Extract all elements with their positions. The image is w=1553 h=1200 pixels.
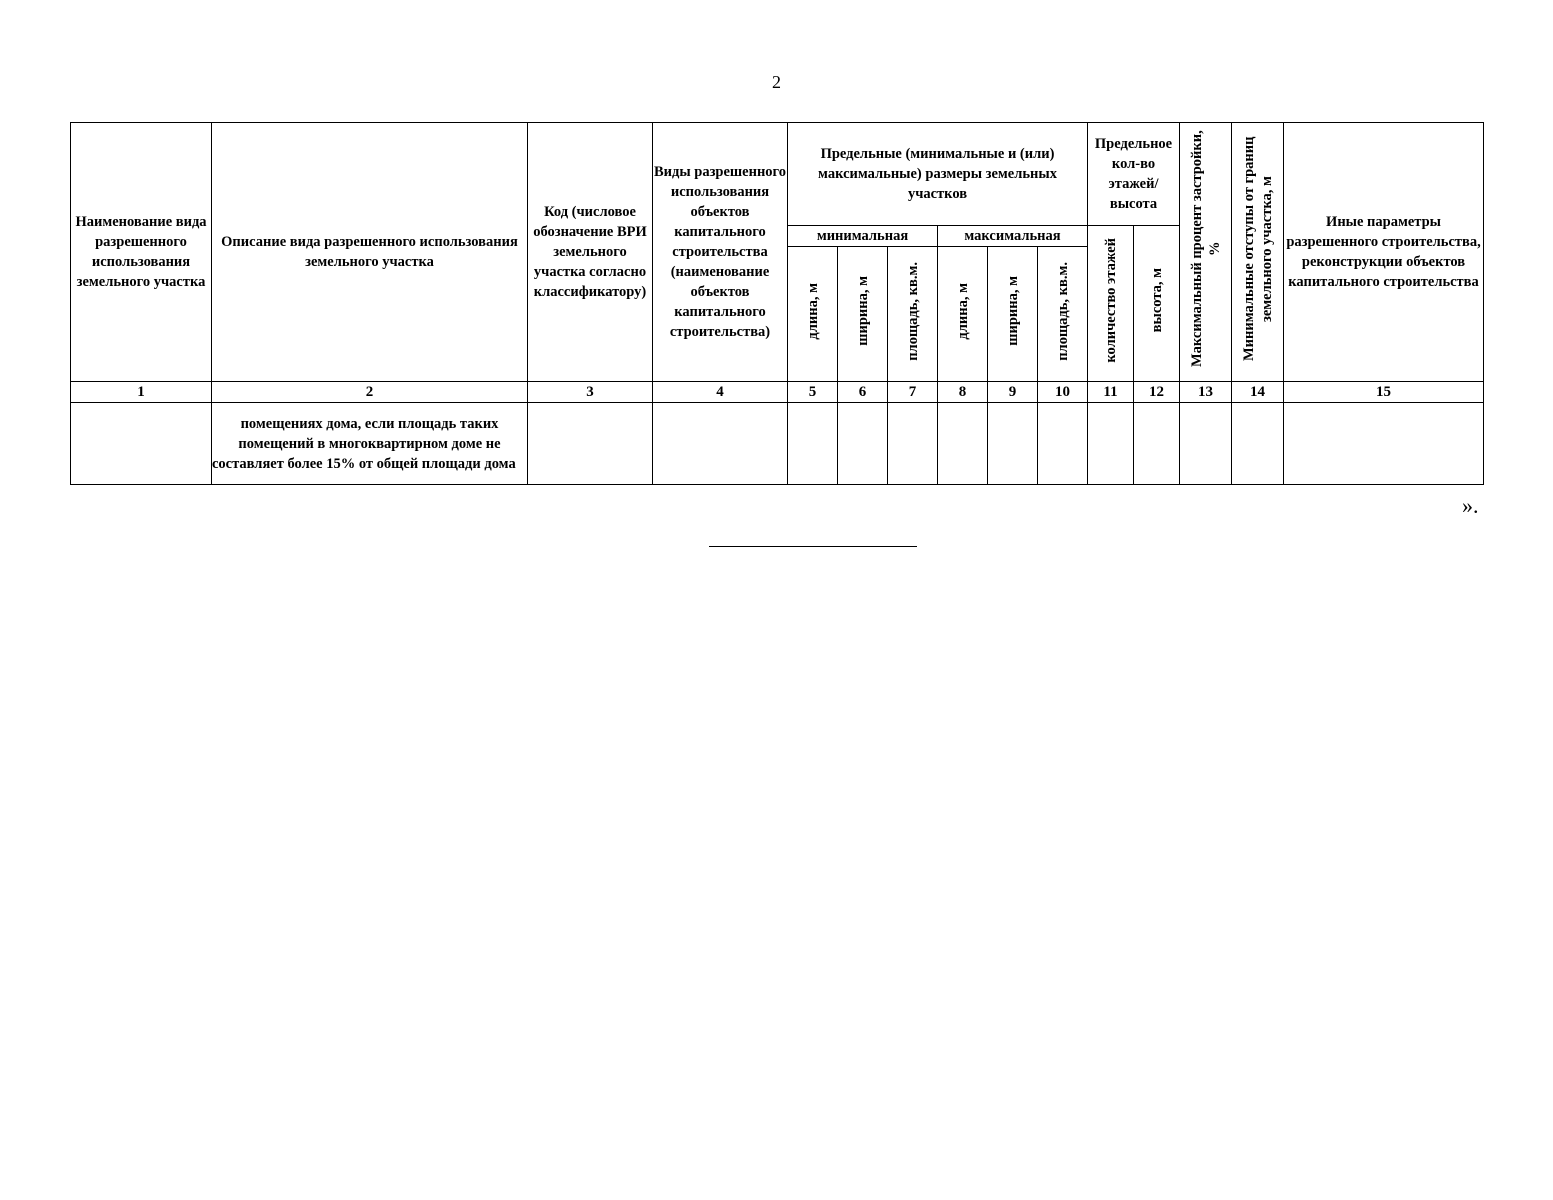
column-number: 5 [788,382,838,403]
row-description: помещениях дома, если площадь таких помещений в многоквартирном доме не составляет более 15% от общей площади дома [212,403,528,485]
header-max-building-percent-label: Максимальный процент застройки, % [1188,130,1223,368]
table-cell [988,403,1038,485]
column-number: 10 [1038,382,1088,403]
header-min-width [838,247,888,382]
column-number: 13 [1180,382,1232,403]
header-max-group: максимальная [938,226,1088,247]
header-max-width-label: ширина, м [1004,276,1021,346]
table-cell [1134,403,1180,485]
table-cell [788,403,838,485]
separator-line [709,546,917,547]
header-min-setbacks [1232,123,1284,382]
header-code: Код (числовое обозначение ВРИ земельного участка согласно классификатору) [528,123,653,382]
page-number: 2 [772,72,781,92]
column-number: 7 [888,382,938,403]
header-capital-objects: Виды разрешенного использования объектов капитального строительства (наименование объектов капитального строительства) [653,123,788,382]
header-max-area [1038,247,1088,382]
column-number: 8 [938,382,988,403]
header-other-params: Иные параметры разрешенного строительства, реконструкции объектов капитального строительства [1284,123,1484,382]
header-max-area-label: площадь, кв.м. [1054,261,1071,361]
column-number: 14 [1232,382,1284,403]
header-min-length [788,247,838,382]
table-row [71,403,1484,485]
header-max-building-percent [1180,123,1232,382]
header-height-label: высота, м [1148,268,1165,333]
header-max-length-label: длина, м [954,282,971,340]
column-number: 11 [1088,382,1134,403]
column-number: 6 [838,382,888,403]
header-min-width-label: ширина, м [854,276,871,346]
closing-quote: ». [1462,493,1479,518]
header-land-use-name: Наименование вида разрешенного использования земельного участка [71,123,212,382]
header-max-length [938,247,988,382]
header-size-limits: Предельные (минимальные и (или) максимальные) размеры земельных участков [788,123,1088,226]
column-number: 1 [71,382,212,403]
table-cell [1232,403,1284,485]
header-max-width [988,247,1038,382]
header-description: Описание вида разрешенного использования земельного участка [212,123,528,382]
header-min-length-label: длина, м [804,282,821,340]
table-cell [1180,403,1232,485]
header-height [1134,226,1180,382]
column-number: 9 [988,382,1038,403]
header-floors-count [1088,226,1134,382]
table-cell [888,403,938,485]
table-cell [1038,403,1088,485]
land-use-table [70,122,1484,485]
header-min-group: минимальная [788,226,938,247]
column-number: 2 [212,382,528,403]
header-min-area-label: площадь, кв.м. [904,261,921,361]
table-cell [71,403,212,485]
table-cell [653,403,788,485]
table-cell [1088,403,1134,485]
column-number: 12 [1134,382,1180,403]
column-number: 3 [528,382,653,403]
table-cell [528,403,653,485]
header-min-area [888,247,938,382]
header-floors-count-label: количество этажей [1102,238,1119,363]
header-floor-limits: Предельное кол-во этажей/ высота [1088,123,1180,226]
table-cell [938,403,988,485]
table-cell [1284,403,1484,485]
column-number: 4 [653,382,788,403]
table-cell [838,403,888,485]
column-number: 15 [1284,382,1484,403]
header-min-setbacks-label: Минимальные отступы от границ земельного участка, м [1240,136,1275,362]
